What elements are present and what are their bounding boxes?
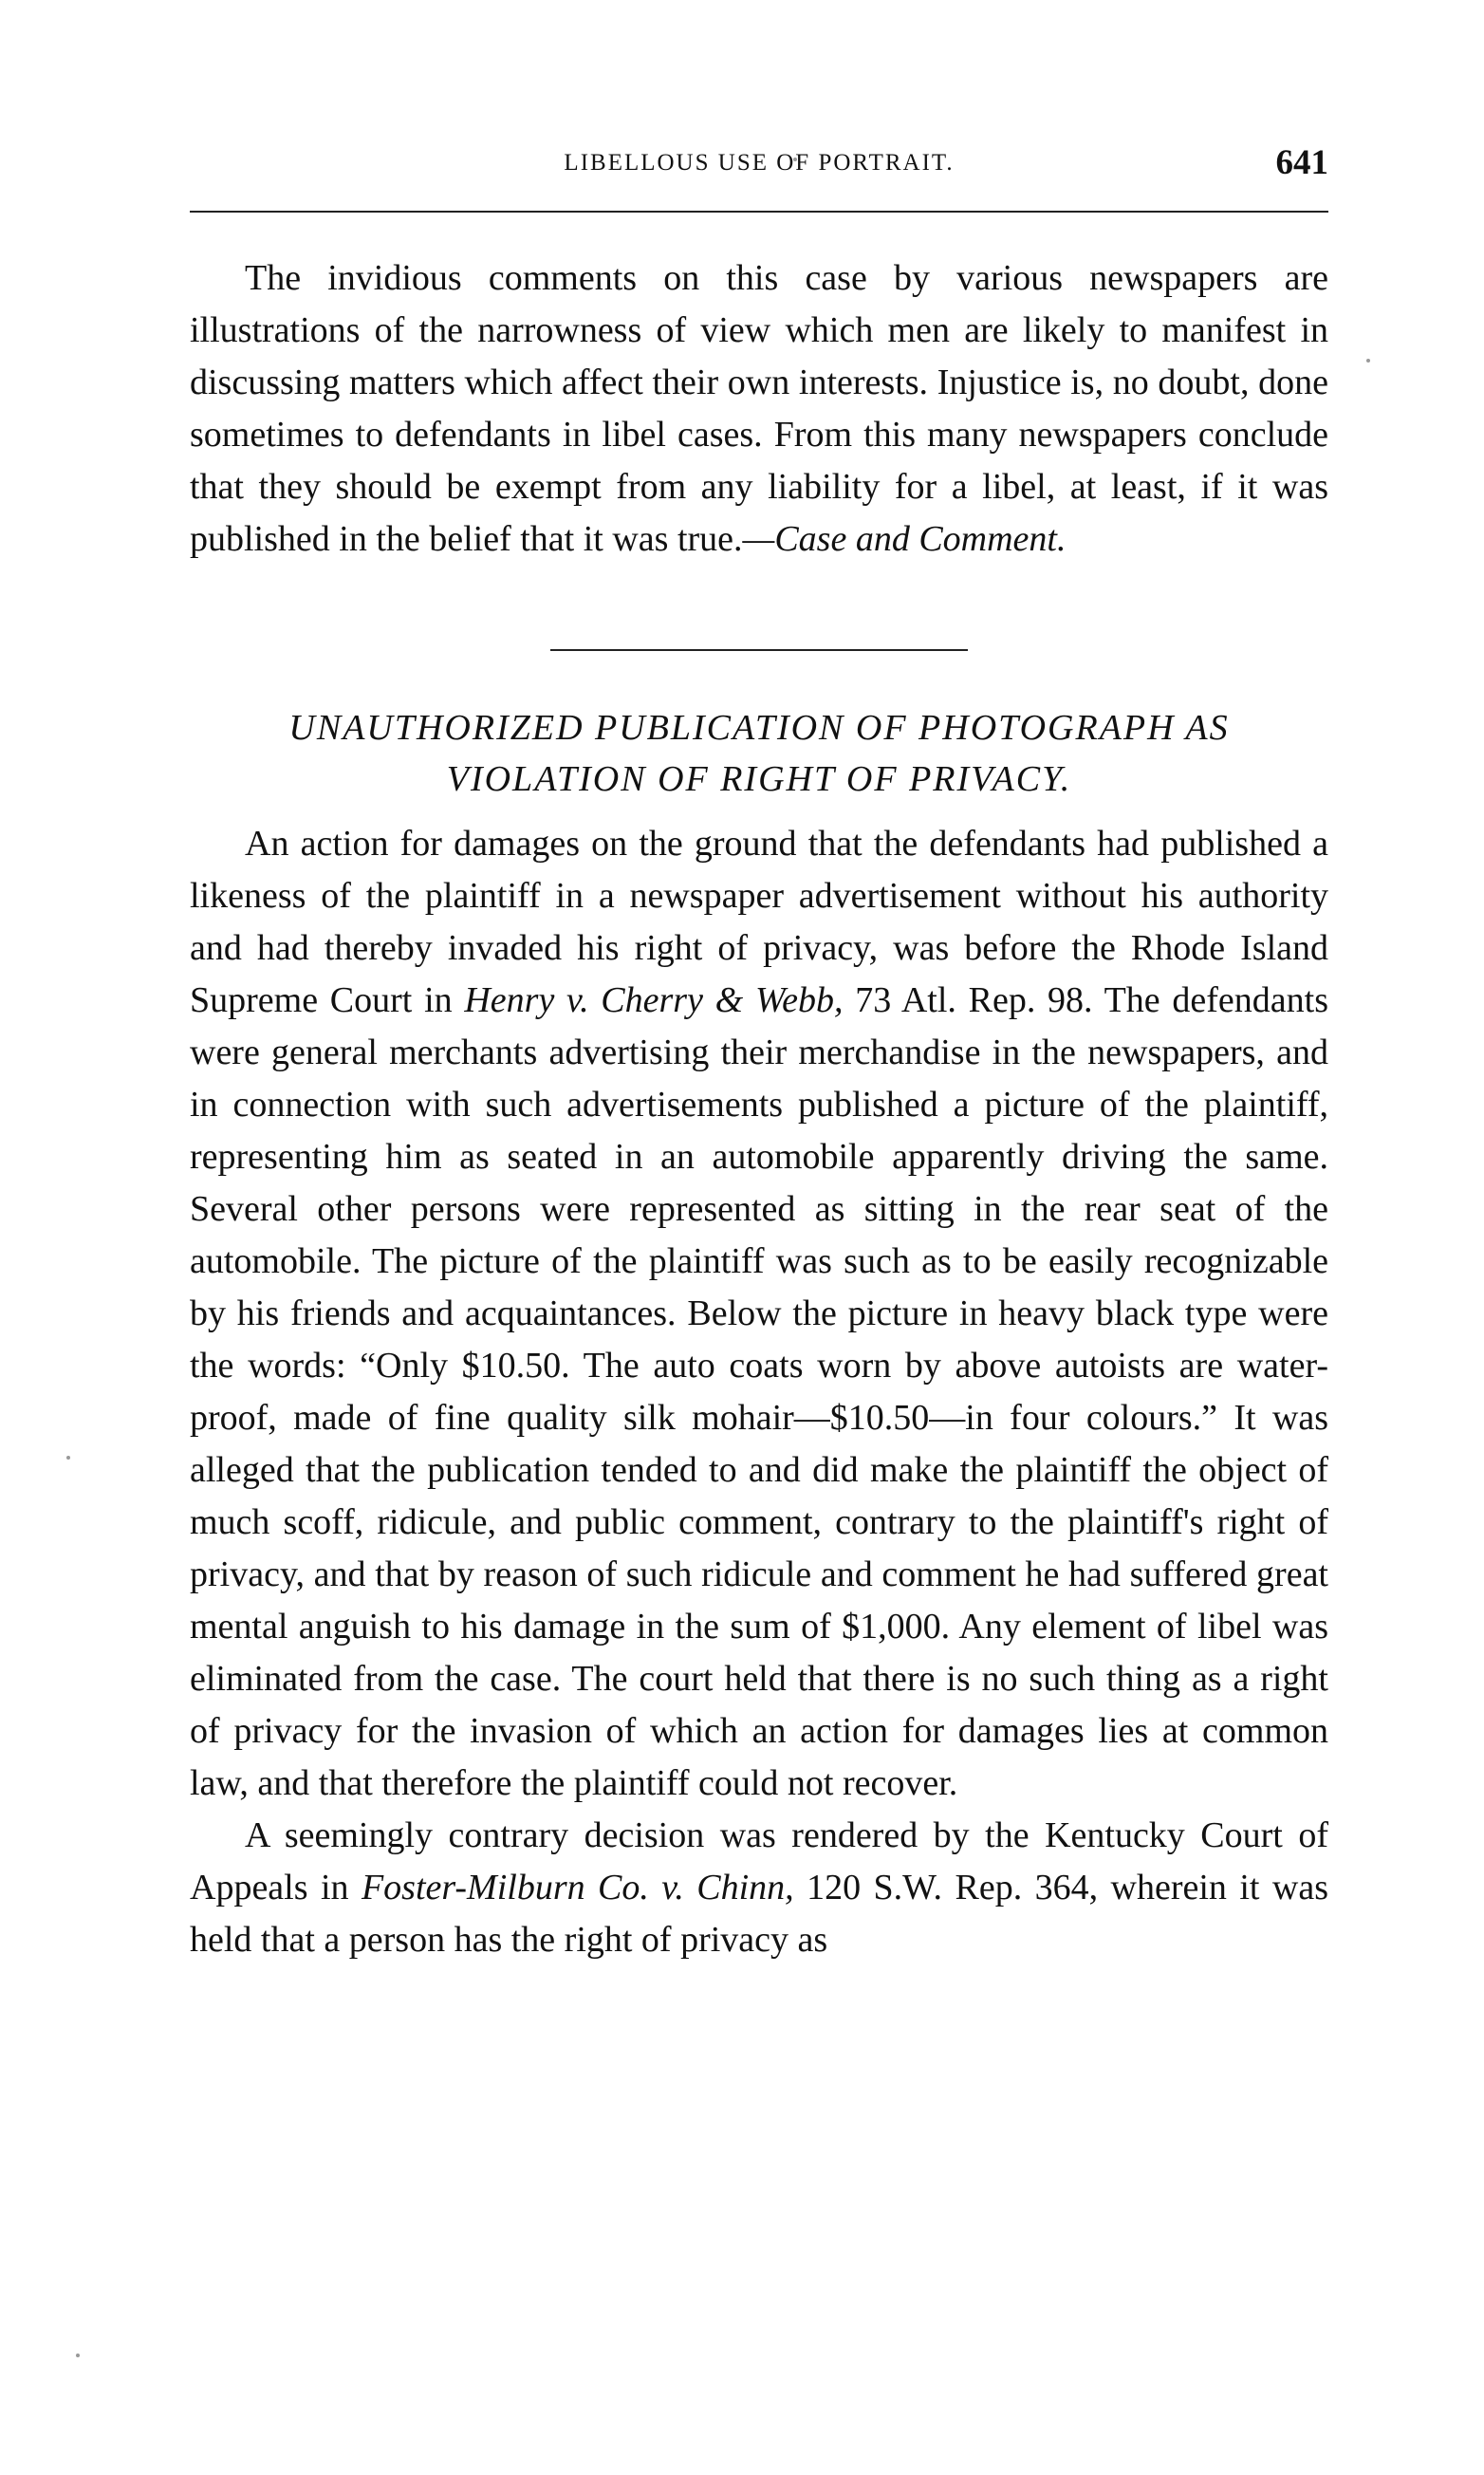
- body-paragraph-2: [190, 1810, 1328, 1966]
- header-rule: [190, 211, 1328, 213]
- paragraph-2-text-b: 120 S.W. Rep. 364, wherein it was held that a person has the right of privacy as: [190, 1868, 1328, 1960]
- section-divider: [550, 649, 968, 651]
- body-paragraph-1: [190, 818, 1328, 1810]
- speck: [66, 1456, 70, 1460]
- speck: [1366, 359, 1370, 363]
- case-citation-henry: Henry v. Cherry & Webb,: [464, 980, 844, 1020]
- section-title-line-2: VIOLATION OF RIGHT OF PRIVACY.: [446, 759, 1072, 799]
- section-title-line-1: UNAUTHORIZED PUBLICATION OF PHOTOGRAPH AS: [288, 708, 1230, 748]
- speck: [76, 2354, 80, 2357]
- intro-text: The invidious comments on this case by various newspapers are illustrations of the narrowness of view which men are likely to manifest in discussing matters which affect their own interests. Injustice is, no doubt, done sometimes to defendants in libel cases. From this many newspapers conclude that they should be exempt from any liability for a libel, at least, if it was published in the belief that it was true.: [190, 258, 1328, 559]
- intro-paragraph: [190, 252, 1328, 566]
- paragraph-1-text-b: 73 Atl. Rep. 98. The defendants were general merchants advertising their merchandise in the newspapers, and in connection with such advertisements published a picture of the plaintiff, representing him as seated in an automobile apparently driving the same. Several other persons were represented as sitting in the rear seat of the automobile. The picture of the plaintiff was such as to be easily recognizable by his friends and acquaintances. Below the picture in heavy black type were the words: “Only $10.50. The auto coats worn by above autoists are water-proof, made of fine quality silk mohair—$10.50—in four colours.” It was alleged that the publication tended to and did make the plaintiff the object of much scoff, ridicule, and public comment, contrary to the plaintiff's right of privacy, and that by reason of such ridicule and comment he had suffered great mental anguish to his damage in the sum of $1,000. Any element of libel was eliminated from the case. The court held that there is no such thing as a right of privacy for the invasion of which an action for damages lies at common law, and that therefore the plaintiff could not recover.: [190, 980, 1328, 1803]
- case-citation-foster: Foster-Milburn Co. v. Chinn,: [361, 1868, 794, 1907]
- running-title: LIBELLOUS USE OF PORTRAIT.: [564, 150, 955, 176]
- intro-source: —Case and Comment.: [742, 519, 1067, 559]
- page-number: 641: [1275, 143, 1328, 182]
- book-page: [190, 142, 1328, 1966]
- section-title: [190, 702, 1328, 805]
- paragraph-2-text-a: A seemingly contrary decision was rendered by the Kentucky Court of Appeals in: [190, 1815, 1328, 1907]
- paragraph-1-text-a: An action for damages on the ground that the defendants had published a likeness of the plaintiff in a newspaper advertisement without his authority and had thereby invaded his right of privacy, was before the Rhode Island Supreme Court in: [190, 824, 1328, 1020]
- running-head: [190, 142, 1328, 199]
